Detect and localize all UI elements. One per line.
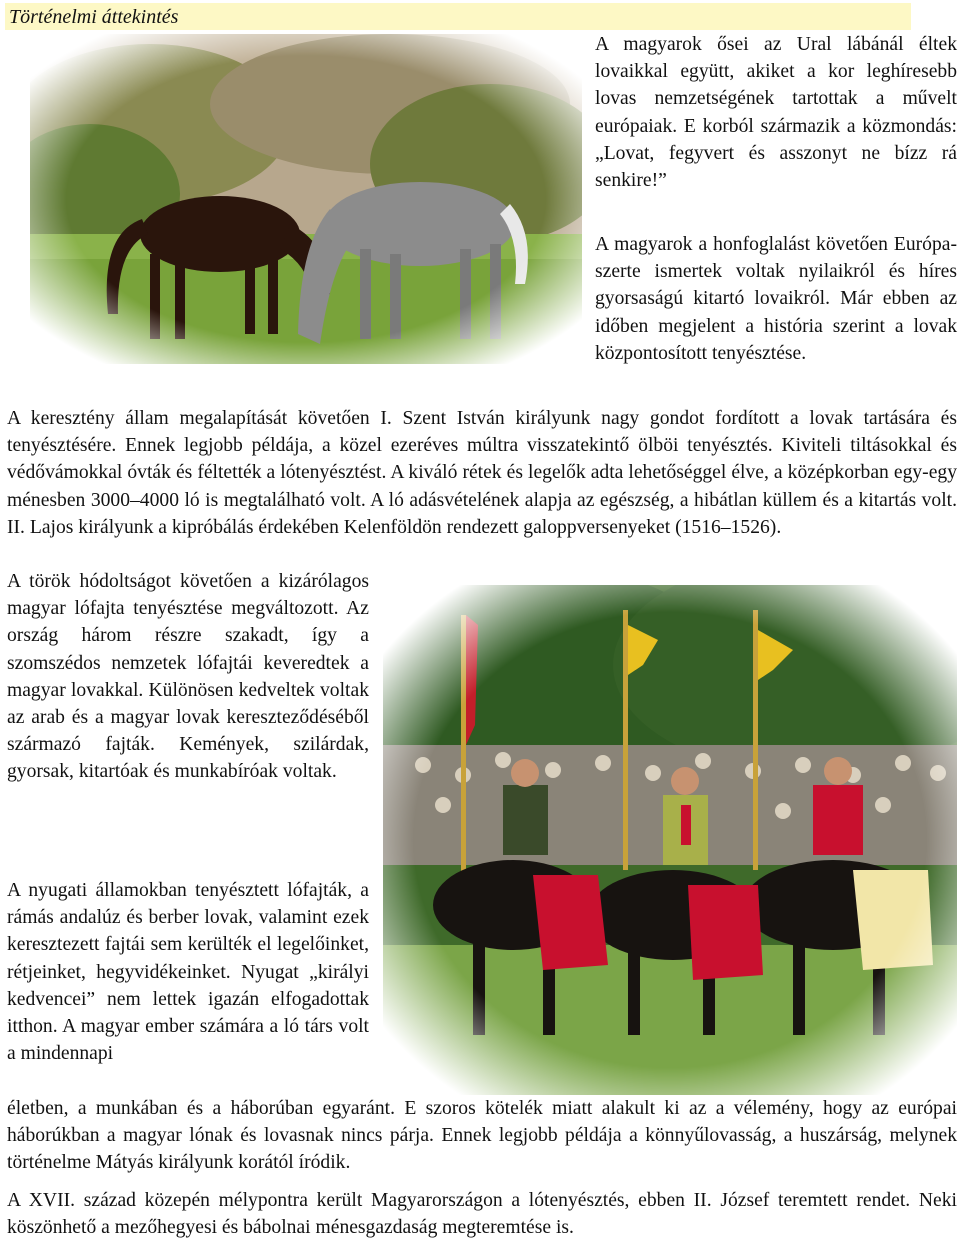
paragraph-ottoman-era: A török hódoltságot követően a kizárólagos magyar lófajta tenyésztése megváltozott. Az ország három részre szakadt, így a szomszédos nemzetek lófajtái keveredtek a magyar lovakkal. Különösen kedveltek voltak az arab és a magyar lovak kereszteződéséből származó fajták. Kemények, szilárdak, gyorsak, kitartóak és munkabíróak voltak. xyxy=(7,571,369,783)
paragraph-ural-origins: A magyarok ősei az Ural lábánál éltek lovaikkal együtt, akiket a kor leghíresebb lovas nemzetségének tartottak a művelt európaiak. E korból származik a közmondás: „Lovat, fegyvert és asszonyt ne bízz rá senkire!” xyxy=(595,34,957,192)
paragraph-christian-state: A keresztény állam megalapítását követően I. Szent István királyunk nagy gondot fordított a lovak tartására és tenyésztésére. Ennek legjobb példája, a közel ezeréves múltra visszatekintő ölböi tenyésztés. Kiviteli tiltásokkal és védővámokkal óvták és féltették a lótenyésztést. A kiváló rétek és legelők adta lehetőséggel élve, a középkorban egy-egy ménesben 3000–4000 ló is megtalálható volt. A ló adásvételének alapja az egészség, a hibátlan küllem és a kitartás volt. II. Lajos királyunk a kipróbálás érdekében Kelenföldön rendezett galoppversenyeket (1516–1526). xyxy=(7,408,957,538)
paragraph-conquest: A magyarok a honfoglalást követően Európa-szerte ismertek voltak nyilaikról és híres gyorsaságú kitartó lovaikról. Már ebben az időben megjelent a história szerint a lovak központosított tenyésztése. xyxy=(595,234,957,364)
horses-grazing-photo xyxy=(30,34,582,364)
knights-on-horseback-photo xyxy=(383,585,957,1095)
section-title-bar xyxy=(5,3,911,30)
paragraph-hussars: életben, a munkában és a háborúban egyaránt. E szoros kötelék miatt alakult ki az a vélemény, hogy az európai háborúkban a magyar lónak és lovasnak nincs párja. Ennek legjobb példája a könnyűlovasság, a huszárság, melynek történelme Mátyás királyunk korától íródik. xyxy=(7,1098,957,1174)
paragraph-17th-century: A XVII. század közepén mélypontra került Magyarországon a lótenyésztés, ebben II. József teremtett rendet. Neki köszönhető a mezőhegyesi és bábolnai ménesgazdaság megteremtése is. xyxy=(7,1190,957,1239)
section-title: Történelmi áttekintés xyxy=(9,6,179,28)
paragraph-western-breeds: A nyugati államokban tenyésztett lófajták, a rámás andalúz és berber lovak, valamint ezek keresztezett fajtái sem kerülték el legelőinket, rétjeinket, hegyvidékeinket. Nyugat „királyi kedvencei” nem lettek igazán elfogadottak itthon. A magyar ember számára a ló társ volt a mindennapi xyxy=(7,880,369,1065)
